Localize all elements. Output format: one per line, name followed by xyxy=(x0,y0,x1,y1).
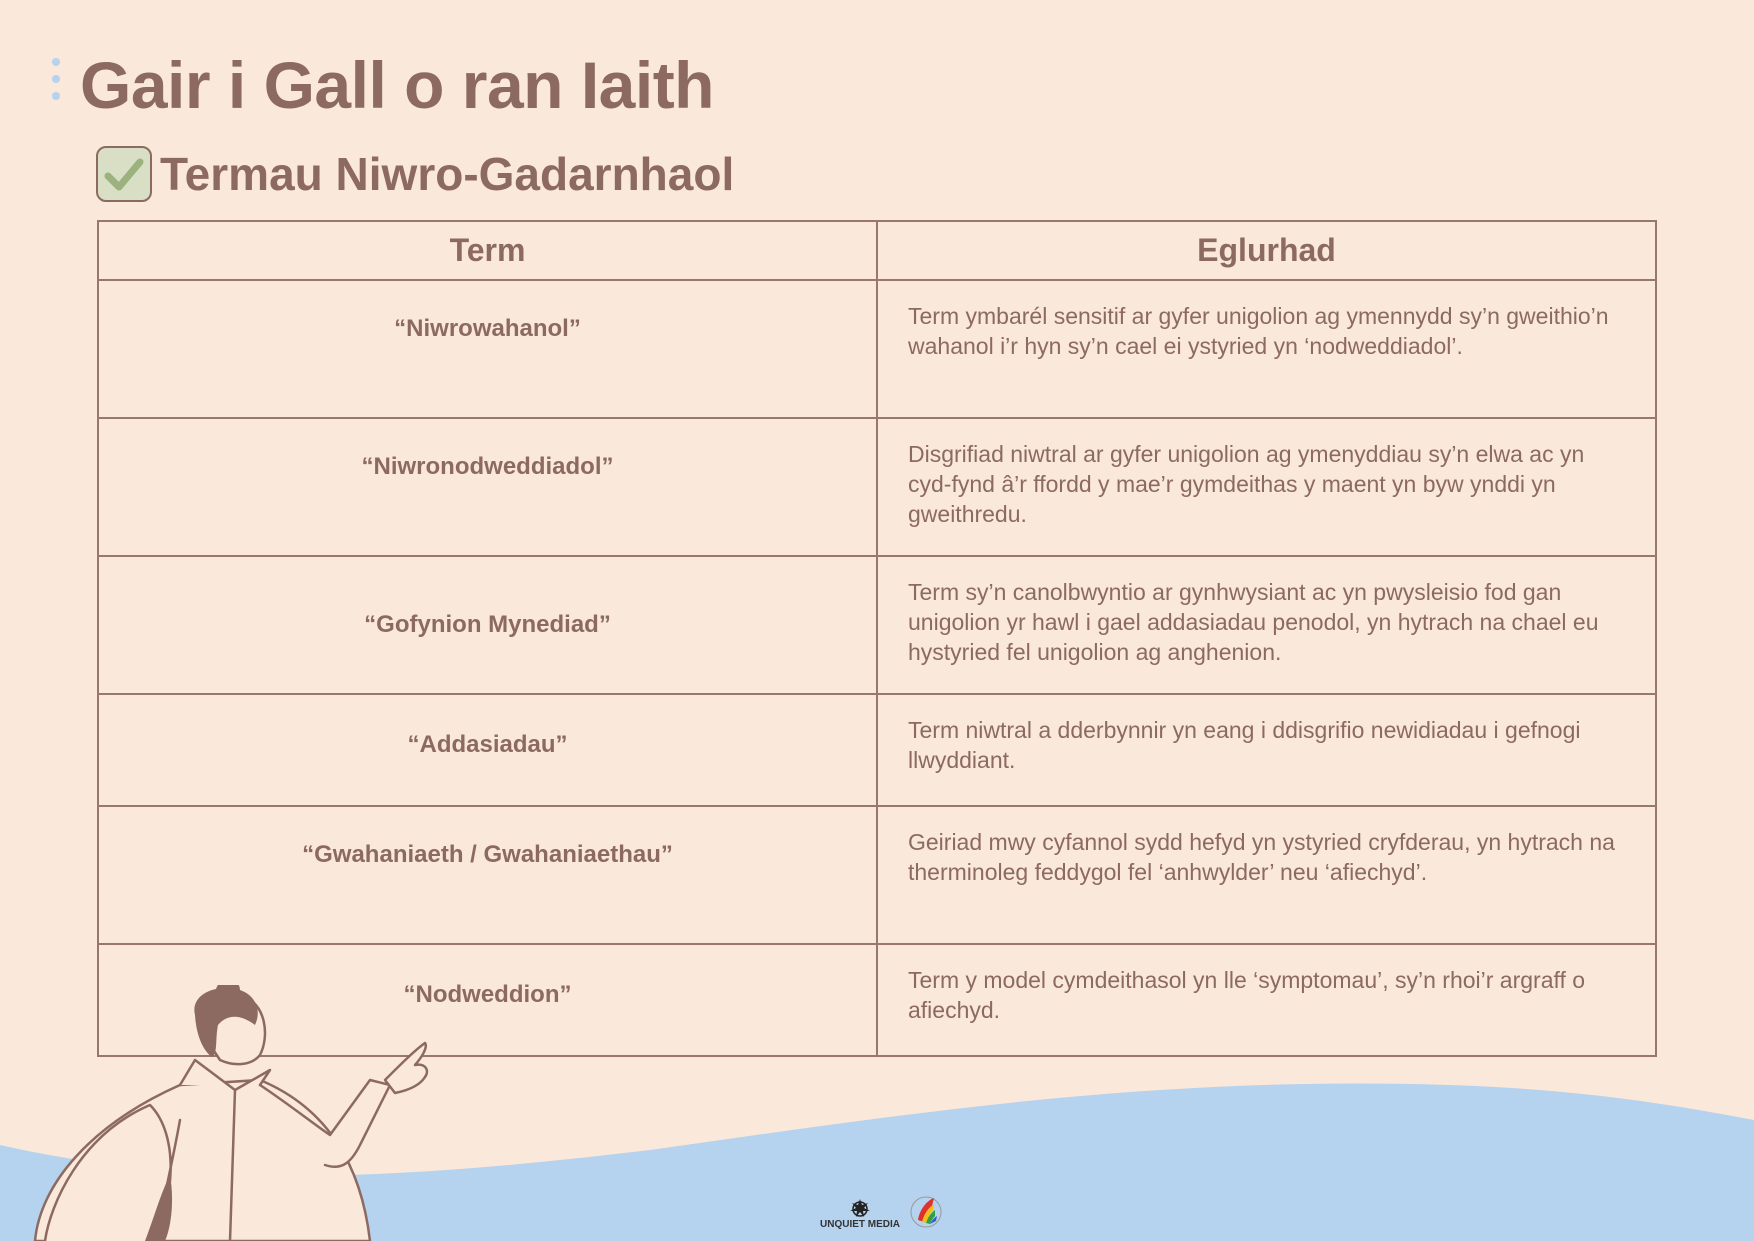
header-eglurhad: Eglurhad xyxy=(877,221,1656,280)
table-row xyxy=(98,694,1656,806)
description-cell: Term niwtral a dderbynnir yn eang i ddisgrifio newidiadau i gefnogi llwyddiant. xyxy=(877,694,1656,806)
term-cell: “Nodweddion” xyxy=(98,944,877,1056)
unquiet-media-icon xyxy=(845,1197,875,1219)
header-term: Term xyxy=(98,221,877,280)
table-row xyxy=(98,280,1656,418)
table-row xyxy=(98,556,1656,694)
logo-unquiet-media xyxy=(820,1197,900,1230)
term-cell: “Niwrowahanol” xyxy=(98,280,877,418)
table-row xyxy=(98,806,1656,944)
check-icon xyxy=(96,146,152,202)
term-cell: “Gofynion Mynediad” xyxy=(98,556,877,694)
section-subtitle: Termau Niwro-Gadarnhaol xyxy=(160,148,735,200)
description-cell: Term sy’n canolbwyntio ar gynhwysiant ac yn pwysleisio fod gan unigolion yr hawl i gael addasiadau penodol, yn hytrach na chael eu hystyried fel unigolion ag anghenion. xyxy=(877,556,1656,694)
term-cell: “Gwahaniaeth / Gwahaniaethau” xyxy=(98,806,877,944)
terms-table xyxy=(97,220,1657,1057)
footer-logos xyxy=(820,1190,944,1230)
description-cell: Term ymbarél sensitif ar gyfer unigolion ag ymennydd sy’n gweithio’n wahanol i’r hyn sy’n cael ei ystyried yn ‘nodweddiadol’. xyxy=(877,280,1656,418)
rainbow-logo-icon xyxy=(908,1190,944,1230)
page-title: Gair i Gall o ran Iaith xyxy=(80,48,714,122)
table-header-row xyxy=(98,221,1656,280)
logo-text: UNQUIET MEDIA xyxy=(820,1219,900,1230)
description-cell: Disgrifiad niwtral ar gyfer unigolion ag ymenyddiau sy’n elwa ac yn cyd-fynd â’r ffordd y mae’r gymdeithas y maent yn byw ynddi yn gweithredu. xyxy=(877,418,1656,556)
table-row xyxy=(98,418,1656,556)
term-cell: “Niwronodweddiadol” xyxy=(98,418,877,556)
description-cell: Geiriad mwy cyfannol sydd hefyd yn ystyried cryfderau, yn hytrach na therminoleg feddygol fel ‘anhwylder’ neu ‘afiechyd’. xyxy=(877,806,1656,944)
person-illustration xyxy=(30,985,450,1241)
subtitle-row xyxy=(96,143,734,205)
term-cell: “Addasiadau” xyxy=(98,694,877,806)
decorative-dots-icon xyxy=(52,58,62,109)
description-cell: Term y model cymdeithasol yn lle ‘symptomau’, sy’n rhoi’r argraff o afiechyd. xyxy=(877,944,1656,1056)
